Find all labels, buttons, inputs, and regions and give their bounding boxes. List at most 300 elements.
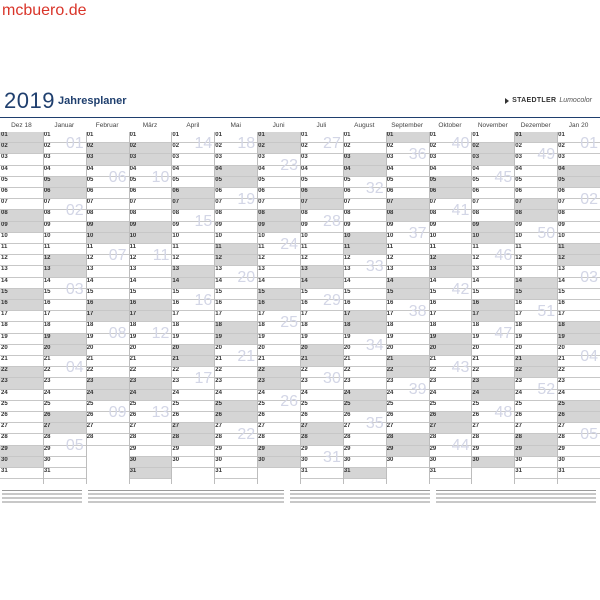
day-cell[interactable] bbox=[43, 255, 86, 266]
day-cell[interactable] bbox=[343, 468, 386, 479]
day-cell[interactable] bbox=[300, 334, 343, 345]
day-cell[interactable] bbox=[129, 278, 172, 289]
day-cell[interactable] bbox=[86, 233, 129, 244]
day-cell[interactable] bbox=[343, 457, 386, 468]
day-cell[interactable] bbox=[343, 322, 386, 333]
day-cell[interactable] bbox=[86, 423, 129, 434]
day-cell[interactable] bbox=[86, 143, 129, 154]
day-cell[interactable] bbox=[429, 166, 472, 177]
day-cell[interactable] bbox=[300, 423, 343, 434]
day-cell[interactable] bbox=[0, 278, 43, 289]
day-cell[interactable] bbox=[0, 300, 43, 311]
day-cell[interactable] bbox=[386, 266, 429, 277]
day-cell[interactable] bbox=[0, 390, 43, 401]
day-cell[interactable] bbox=[257, 255, 300, 266]
day-cell[interactable] bbox=[171, 188, 214, 199]
day-cell[interactable] bbox=[557, 289, 600, 300]
day-cell[interactable] bbox=[557, 244, 600, 255]
day-cell[interactable] bbox=[471, 233, 514, 244]
day-cell[interactable] bbox=[429, 401, 472, 412]
day-cell[interactable] bbox=[214, 311, 257, 322]
day-cell[interactable] bbox=[557, 300, 600, 311]
day-cell[interactable] bbox=[214, 457, 257, 468]
day-cell[interactable] bbox=[300, 244, 343, 255]
day-cell[interactable] bbox=[300, 166, 343, 177]
day-cell[interactable] bbox=[43, 468, 86, 479]
day-cell[interactable] bbox=[214, 390, 257, 401]
day-cell[interactable] bbox=[257, 412, 300, 423]
day-cell[interactable] bbox=[386, 401, 429, 412]
day-cell[interactable] bbox=[471, 423, 514, 434]
day-cell[interactable] bbox=[43, 166, 86, 177]
day-cell[interactable] bbox=[343, 199, 386, 210]
day-cell[interactable] bbox=[171, 311, 214, 322]
day-cell[interactable] bbox=[386, 132, 429, 143]
day-cell[interactable] bbox=[0, 244, 43, 255]
day-cell[interactable] bbox=[514, 322, 557, 333]
day-cell[interactable] bbox=[471, 188, 514, 199]
day-cell[interactable] bbox=[386, 210, 429, 221]
day-cell[interactable] bbox=[86, 154, 129, 165]
day-cell[interactable] bbox=[86, 266, 129, 277]
day-cell[interactable] bbox=[0, 378, 43, 389]
day-cell[interactable] bbox=[171, 423, 214, 434]
day-cell[interactable] bbox=[429, 222, 472, 233]
day-cell[interactable] bbox=[514, 457, 557, 468]
day-cell[interactable] bbox=[514, 255, 557, 266]
day-cell[interactable] bbox=[471, 311, 514, 322]
day-cell[interactable] bbox=[429, 233, 472, 244]
day-cell[interactable] bbox=[0, 177, 43, 188]
day-cell[interactable] bbox=[386, 457, 429, 468]
day-cell[interactable] bbox=[43, 378, 86, 389]
day-cell[interactable] bbox=[471, 199, 514, 210]
day-cell[interactable] bbox=[257, 289, 300, 300]
day-cell[interactable] bbox=[171, 233, 214, 244]
day-cell[interactable] bbox=[343, 166, 386, 177]
day-cell[interactable] bbox=[557, 154, 600, 165]
day-cell[interactable] bbox=[0, 367, 43, 378]
day-cell[interactable] bbox=[43, 412, 86, 423]
day-cell[interactable] bbox=[171, 266, 214, 277]
day-cell[interactable] bbox=[86, 289, 129, 300]
day-cell[interactable] bbox=[86, 300, 129, 311]
day-cell[interactable] bbox=[129, 188, 172, 199]
day-cell[interactable] bbox=[257, 278, 300, 289]
day-cell[interactable] bbox=[471, 446, 514, 457]
day-cell[interactable] bbox=[514, 210, 557, 221]
day-cell[interactable] bbox=[386, 199, 429, 210]
day-cell[interactable] bbox=[86, 434, 129, 445]
day-cell[interactable] bbox=[257, 334, 300, 345]
day-cell[interactable] bbox=[0, 266, 43, 277]
day-cell[interactable] bbox=[557, 177, 600, 188]
day-cell[interactable] bbox=[0, 356, 43, 367]
day-cell[interactable] bbox=[214, 177, 257, 188]
day-cell[interactable] bbox=[343, 132, 386, 143]
day-cell[interactable] bbox=[300, 199, 343, 210]
day-cell[interactable] bbox=[43, 188, 86, 199]
day-cell[interactable] bbox=[214, 210, 257, 221]
day-cell[interactable] bbox=[257, 423, 300, 434]
day-cell[interactable] bbox=[557, 233, 600, 244]
day-cell[interactable] bbox=[129, 311, 172, 322]
day-cell[interactable] bbox=[557, 412, 600, 423]
day-cell[interactable] bbox=[86, 367, 129, 378]
day-cell[interactable] bbox=[429, 378, 472, 389]
day-cell[interactable] bbox=[557, 255, 600, 266]
day-cell[interactable] bbox=[343, 289, 386, 300]
day-cell[interactable] bbox=[386, 334, 429, 345]
day-cell[interactable] bbox=[171, 412, 214, 423]
day-cell[interactable] bbox=[171, 199, 214, 210]
day-cell[interactable] bbox=[429, 345, 472, 356]
day-cell[interactable] bbox=[0, 401, 43, 412]
day-cell[interactable] bbox=[343, 434, 386, 445]
day-cell[interactable] bbox=[129, 210, 172, 221]
day-cell[interactable] bbox=[43, 233, 86, 244]
day-cell[interactable] bbox=[171, 322, 214, 333]
day-cell[interactable] bbox=[171, 390, 214, 401]
day-cell[interactable] bbox=[300, 390, 343, 401]
day-cell[interactable] bbox=[300, 356, 343, 367]
day-cell[interactable] bbox=[0, 199, 43, 210]
day-cell[interactable] bbox=[557, 166, 600, 177]
day-cell[interactable] bbox=[0, 289, 43, 300]
day-cell[interactable] bbox=[514, 468, 557, 479]
day-cell[interactable] bbox=[0, 434, 43, 445]
day-cell[interactable] bbox=[471, 266, 514, 277]
day-cell[interactable] bbox=[514, 446, 557, 457]
day-cell[interactable] bbox=[171, 244, 214, 255]
day-cell[interactable] bbox=[257, 210, 300, 221]
day-cell[interactable] bbox=[386, 188, 429, 199]
day-cell[interactable] bbox=[0, 457, 43, 468]
day-cell[interactable] bbox=[129, 356, 172, 367]
day-cell[interactable] bbox=[257, 266, 300, 277]
day-cell[interactable] bbox=[557, 390, 600, 401]
day-cell[interactable] bbox=[300, 255, 343, 266]
day-cell[interactable] bbox=[300, 154, 343, 165]
day-cell[interactable] bbox=[343, 390, 386, 401]
day-cell[interactable] bbox=[43, 457, 86, 468]
day-cell[interactable] bbox=[171, 356, 214, 367]
day-cell[interactable] bbox=[471, 143, 514, 154]
day-cell[interactable] bbox=[0, 188, 43, 199]
day-cell[interactable] bbox=[343, 401, 386, 412]
day-cell[interactable] bbox=[471, 154, 514, 165]
day-cell[interactable] bbox=[343, 311, 386, 322]
day-cell[interactable] bbox=[214, 367, 257, 378]
day-cell[interactable] bbox=[300, 311, 343, 322]
day-cell[interactable] bbox=[514, 278, 557, 289]
day-cell[interactable] bbox=[386, 345, 429, 356]
day-cell[interactable] bbox=[171, 446, 214, 457]
day-cell[interactable] bbox=[43, 154, 86, 165]
day-cell[interactable] bbox=[300, 434, 343, 445]
day-cell[interactable] bbox=[386, 289, 429, 300]
day-cell[interactable] bbox=[86, 222, 129, 233]
day-cell[interactable] bbox=[129, 143, 172, 154]
day-cell[interactable] bbox=[471, 390, 514, 401]
day-cell[interactable] bbox=[514, 434, 557, 445]
day-cell[interactable] bbox=[129, 345, 172, 356]
day-cell[interactable] bbox=[557, 367, 600, 378]
day-cell[interactable] bbox=[257, 143, 300, 154]
day-cell[interactable] bbox=[129, 289, 172, 300]
day-cell[interactable] bbox=[514, 401, 557, 412]
day-cell[interactable] bbox=[214, 166, 257, 177]
day-cell[interactable] bbox=[43, 423, 86, 434]
day-cell[interactable] bbox=[386, 412, 429, 423]
day-cell[interactable] bbox=[171, 457, 214, 468]
day-cell[interactable] bbox=[300, 412, 343, 423]
day-cell[interactable] bbox=[257, 345, 300, 356]
day-cell[interactable] bbox=[129, 378, 172, 389]
day-cell[interactable] bbox=[343, 378, 386, 389]
day-cell[interactable] bbox=[214, 412, 257, 423]
day-cell[interactable] bbox=[386, 166, 429, 177]
day-cell[interactable] bbox=[300, 278, 343, 289]
day-cell[interactable] bbox=[214, 154, 257, 165]
day-cell[interactable] bbox=[300, 322, 343, 333]
day-cell[interactable] bbox=[557, 457, 600, 468]
day-cell[interactable] bbox=[129, 154, 172, 165]
day-cell[interactable] bbox=[129, 222, 172, 233]
day-cell[interactable] bbox=[343, 233, 386, 244]
day-cell[interactable] bbox=[429, 255, 472, 266]
day-cell[interactable] bbox=[386, 278, 429, 289]
day-cell[interactable] bbox=[343, 154, 386, 165]
day-cell[interactable] bbox=[214, 289, 257, 300]
day-cell[interactable] bbox=[129, 367, 172, 378]
day-cell[interactable] bbox=[214, 322, 257, 333]
day-cell[interactable] bbox=[86, 390, 129, 401]
day-cell[interactable] bbox=[343, 356, 386, 367]
day-cell[interactable] bbox=[429, 188, 472, 199]
day-cell[interactable] bbox=[557, 378, 600, 389]
day-cell[interactable] bbox=[514, 132, 557, 143]
day-cell[interactable] bbox=[429, 300, 472, 311]
day-cell[interactable] bbox=[257, 367, 300, 378]
day-cell[interactable] bbox=[429, 266, 472, 277]
day-cell[interactable] bbox=[0, 132, 43, 143]
day-cell[interactable] bbox=[471, 378, 514, 389]
day-cell[interactable] bbox=[257, 356, 300, 367]
day-cell[interactable] bbox=[557, 322, 600, 333]
day-cell[interactable] bbox=[171, 177, 214, 188]
day-cell[interactable] bbox=[514, 199, 557, 210]
day-cell[interactable] bbox=[300, 177, 343, 188]
day-cell[interactable] bbox=[343, 446, 386, 457]
day-cell[interactable] bbox=[429, 468, 472, 479]
day-cell[interactable] bbox=[471, 289, 514, 300]
day-cell[interactable] bbox=[214, 244, 257, 255]
day-cell[interactable] bbox=[386, 446, 429, 457]
day-cell[interactable] bbox=[557, 401, 600, 412]
day-cell[interactable] bbox=[257, 132, 300, 143]
day-cell[interactable] bbox=[214, 446, 257, 457]
day-cell[interactable] bbox=[43, 177, 86, 188]
day-cell[interactable] bbox=[429, 322, 472, 333]
day-cell[interactable] bbox=[257, 177, 300, 188]
day-cell[interactable] bbox=[471, 356, 514, 367]
day-cell[interactable] bbox=[471, 222, 514, 233]
day-cell[interactable] bbox=[471, 434, 514, 445]
day-cell[interactable] bbox=[86, 188, 129, 199]
day-cell[interactable] bbox=[0, 468, 43, 479]
day-cell[interactable] bbox=[300, 233, 343, 244]
day-cell[interactable] bbox=[514, 367, 557, 378]
day-cell[interactable] bbox=[43, 322, 86, 333]
day-cell[interactable] bbox=[471, 457, 514, 468]
day-cell[interactable] bbox=[471, 300, 514, 311]
day-cell[interactable] bbox=[0, 233, 43, 244]
day-cell[interactable] bbox=[171, 434, 214, 445]
day-cell[interactable] bbox=[514, 177, 557, 188]
day-cell[interactable] bbox=[43, 244, 86, 255]
day-cell[interactable] bbox=[386, 367, 429, 378]
day-cell[interactable] bbox=[300, 345, 343, 356]
day-cell[interactable] bbox=[171, 166, 214, 177]
day-cell[interactable] bbox=[86, 378, 129, 389]
day-cell[interactable] bbox=[129, 457, 172, 468]
day-cell[interactable] bbox=[257, 199, 300, 210]
day-cell[interactable] bbox=[386, 177, 429, 188]
day-cell[interactable] bbox=[0, 222, 43, 233]
day-cell[interactable] bbox=[86, 210, 129, 221]
day-cell[interactable] bbox=[43, 311, 86, 322]
day-cell[interactable] bbox=[343, 300, 386, 311]
day-cell[interactable] bbox=[514, 356, 557, 367]
day-cell[interactable] bbox=[171, 255, 214, 266]
day-cell[interactable] bbox=[343, 278, 386, 289]
day-cell[interactable] bbox=[129, 468, 172, 479]
day-cell[interactable] bbox=[514, 244, 557, 255]
day-cell[interactable] bbox=[514, 289, 557, 300]
day-cell[interactable] bbox=[429, 390, 472, 401]
day-cell[interactable] bbox=[86, 132, 129, 143]
day-cell[interactable] bbox=[429, 457, 472, 468]
day-cell[interactable] bbox=[129, 300, 172, 311]
day-cell[interactable] bbox=[343, 143, 386, 154]
day-cell[interactable] bbox=[257, 378, 300, 389]
day-cell[interactable] bbox=[129, 199, 172, 210]
day-cell[interactable] bbox=[514, 166, 557, 177]
day-cell[interactable] bbox=[43, 401, 86, 412]
day-cell[interactable] bbox=[257, 434, 300, 445]
day-cell[interactable] bbox=[257, 457, 300, 468]
day-cell[interactable] bbox=[557, 222, 600, 233]
day-cell[interactable] bbox=[214, 300, 257, 311]
day-cell[interactable] bbox=[214, 378, 257, 389]
day-cell[interactable] bbox=[214, 334, 257, 345]
day-cell[interactable] bbox=[557, 311, 600, 322]
day-cell[interactable] bbox=[0, 210, 43, 221]
day-cell[interactable] bbox=[514, 266, 557, 277]
day-cell[interactable] bbox=[386, 434, 429, 445]
day-cell[interactable] bbox=[343, 210, 386, 221]
day-cell[interactable] bbox=[514, 188, 557, 199]
day-cell[interactable] bbox=[557, 446, 600, 457]
day-cell[interactable] bbox=[429, 154, 472, 165]
day-cell[interactable] bbox=[0, 322, 43, 333]
day-cell[interactable] bbox=[86, 345, 129, 356]
day-cell[interactable] bbox=[214, 222, 257, 233]
day-cell[interactable] bbox=[129, 423, 172, 434]
day-cell[interactable] bbox=[257, 188, 300, 199]
day-cell[interactable] bbox=[171, 154, 214, 165]
day-cell[interactable] bbox=[429, 177, 472, 188]
day-cell[interactable] bbox=[0, 412, 43, 423]
day-cell[interactable] bbox=[257, 300, 300, 311]
day-cell[interactable] bbox=[0, 154, 43, 165]
day-cell[interactable] bbox=[0, 334, 43, 345]
day-cell[interactable] bbox=[300, 468, 343, 479]
day-cell[interactable] bbox=[43, 334, 86, 345]
day-cell[interactable] bbox=[343, 222, 386, 233]
day-cell[interactable] bbox=[386, 255, 429, 266]
day-cell[interactable] bbox=[171, 401, 214, 412]
day-cell[interactable] bbox=[43, 345, 86, 356]
day-cell[interactable] bbox=[343, 244, 386, 255]
day-cell[interactable] bbox=[214, 401, 257, 412]
day-cell[interactable] bbox=[429, 423, 472, 434]
day-cell[interactable] bbox=[557, 334, 600, 345]
day-cell[interactable] bbox=[557, 468, 600, 479]
day-cell[interactable] bbox=[43, 266, 86, 277]
day-cell[interactable] bbox=[429, 334, 472, 345]
day-cell[interactable] bbox=[86, 356, 129, 367]
day-cell[interactable] bbox=[171, 278, 214, 289]
day-cell[interactable] bbox=[43, 300, 86, 311]
day-cell[interactable] bbox=[129, 132, 172, 143]
day-cell[interactable] bbox=[43, 390, 86, 401]
day-cell[interactable] bbox=[257, 222, 300, 233]
day-cell[interactable] bbox=[86, 278, 129, 289]
day-cell[interactable] bbox=[386, 322, 429, 333]
day-cell[interactable] bbox=[514, 334, 557, 345]
day-cell[interactable] bbox=[0, 311, 43, 322]
day-cell[interactable] bbox=[0, 423, 43, 434]
day-cell[interactable] bbox=[429, 412, 472, 423]
day-cell[interactable] bbox=[343, 367, 386, 378]
day-cell[interactable] bbox=[129, 434, 172, 445]
day-cell[interactable] bbox=[86, 199, 129, 210]
day-cell[interactable] bbox=[514, 345, 557, 356]
day-cell[interactable] bbox=[300, 188, 343, 199]
day-cell[interactable] bbox=[471, 210, 514, 221]
day-cell[interactable] bbox=[171, 345, 214, 356]
day-cell[interactable] bbox=[0, 446, 43, 457]
day-cell[interactable] bbox=[129, 266, 172, 277]
day-cell[interactable] bbox=[214, 468, 257, 479]
day-cell[interactable] bbox=[86, 311, 129, 322]
day-cell[interactable] bbox=[129, 446, 172, 457]
day-cell[interactable] bbox=[429, 311, 472, 322]
day-cell[interactable] bbox=[471, 345, 514, 356]
day-cell[interactable] bbox=[0, 255, 43, 266]
day-cell[interactable] bbox=[471, 367, 514, 378]
day-cell[interactable] bbox=[43, 222, 86, 233]
day-cell[interactable] bbox=[214, 233, 257, 244]
day-cell[interactable] bbox=[0, 345, 43, 356]
day-cell[interactable] bbox=[0, 166, 43, 177]
day-cell[interactable] bbox=[129, 390, 172, 401]
day-cell[interactable] bbox=[557, 210, 600, 221]
day-cell[interactable] bbox=[386, 423, 429, 434]
day-cell[interactable] bbox=[129, 233, 172, 244]
